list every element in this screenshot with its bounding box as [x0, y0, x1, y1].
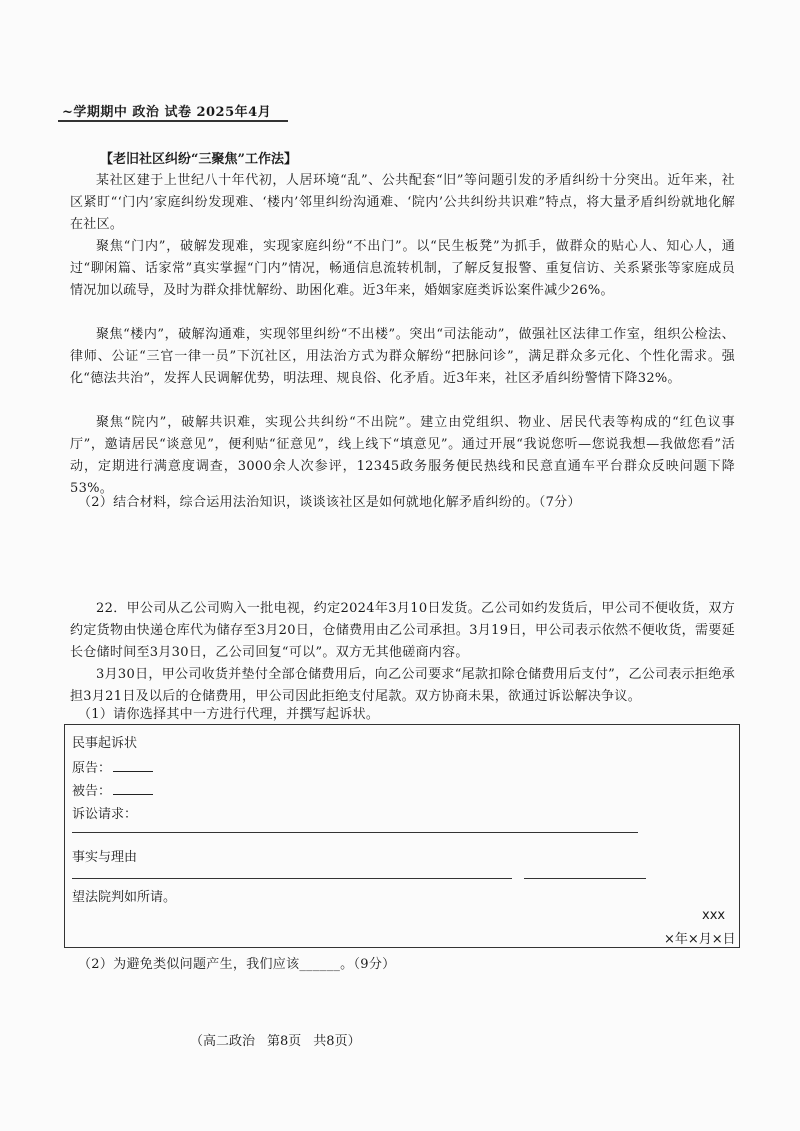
plaintiff-blank[interactable]	[113, 759, 153, 772]
material-paragraph-1: 某社区建于上世纪八十年代初，人居环境“乱”、公共配套“旧”等问题引发的矛盾纠纷十分突出。近年来，社区紧盯“‘门内’家庭纠纷发现难、‘楼内’邻里纠纷沟通难、‘院内’公共纠纷共识难”特点，将大量矛盾纠纷就地化解在社区。	[70, 173, 735, 232]
exam-header: ~学期期中 政治 试卷 2025年4月	[62, 105, 272, 120]
date-placeholder: ×年×月×日	[664, 932, 736, 947]
signature-placeholder: xxx	[702, 908, 726, 923]
facts-answer-line-2[interactable]	[524, 878, 646, 879]
footer-subject: （高二政治	[190, 1034, 256, 1049]
material-paragraph-4: 聚焦“院内”，破解共识难，实现公共纠纷“不出院”。建立由党组织、物业、居民代表等构成的“红色议事厅”，邀请居民“谈意见”，便利贴“征意见”，线上线下“填意见”。通过开展“我说您听—您说我想—我做您看”活动，定期进行满意度调查，3000余人次参评，12345政务服务便民热线和民意直通车平台群众反映问题下降53%。	[70, 415, 735, 496]
q22-paragraph-2: 3月30日，甲公司收货并垫付全部仓储费用后，向乙公司要求“尾款扣除仓储费用后支付”，乙公司表示拒绝承担3月21日及以后的仓储费用，甲公司因此拒绝支付尾款。双方协商未果，欲通过诉讼解决争议。	[70, 667, 735, 704]
material-title: 【老旧社区纠纷“三聚焦”工作法】	[100, 152, 297, 167]
defendant-blank[interactable]	[113, 782, 153, 795]
closing-text: 望法院判如所请。	[72, 890, 177, 905]
facts-answer-line-1[interactable]	[72, 878, 512, 879]
footer-page-number: 第8页	[267, 1034, 302, 1049]
claims-answer-line[interactable]	[72, 832, 638, 833]
footer-total-pages: 共8页）	[313, 1034, 361, 1049]
facts-label: 事实与理由	[72, 850, 138, 865]
question-2: （2）结合材料，综合运用法治知识，谈谈该社区是如何就地化解矛盾纠纷的。（7分）	[78, 495, 581, 510]
header-divider	[58, 120, 288, 122]
complaint-form-title: 民事起诉状	[72, 736, 138, 751]
material-paragraph-3: 聚焦“楼内”，破解沟通难，实现邻里纠纷“不出楼”。突出“司法能动”，做强社区法律工作室，组织公检法、律师、公证“三官一律一员”下沉社区，用法治方式为群众解纷“把脉问诊”，满足群众多元化、个性化需求。强化“德法共治”，发挥人民调解优势，明法理、规良俗、化矛盾。近3年来，社区矛盾纠纷警情下降32%。	[70, 327, 735, 386]
claims-label: 诉讼请求：	[72, 807, 138, 822]
q22-sub-question-2: （2）为避免类似问题产生，我们应该______。（9分）	[78, 957, 396, 972]
page-footer	[190, 1030, 361, 1049]
plaintiff-label: 原告：	[72, 761, 112, 776]
defendant-label: 被告：	[72, 784, 112, 799]
plaintiff-row	[72, 757, 153, 776]
material-paragraph-2: 聚焦“门内”，破解发现难，实现家庭纠纷“不出门”。以“民生板凳”为抓手，做群众的贴心人、知心人，通过“聊闲篇、话家常”真实掌握“门内”情况，畅通信息流转机制，了解反复报警、重复信访、关系紧张等家庭成员情况加以疏导，及时为群众排忧解纷、助困化难。近3年来，婚姻家庭类诉讼案件减少26%。	[70, 239, 735, 298]
q22-paragraph-1: 22．甲公司从乙公司购入一批电视，约定2024年3月10日发货。乙公司如约发货后，甲公司不便收货，双方约定货物由快递仓库代为储存至3月20日，仓储费用由乙公司承担。3月19日，甲公司表示依然不便收货，需要延长仓储时间至3月30日，乙公司回复“可以”。双方无其他磋商内容。	[70, 601, 735, 660]
complaint-form-box	[64, 724, 740, 948]
defendant-row	[72, 780, 153, 799]
q22-sub-question-1: （1）请你选择其中一方进行代理，并撰写起诉状。	[78, 707, 380, 722]
